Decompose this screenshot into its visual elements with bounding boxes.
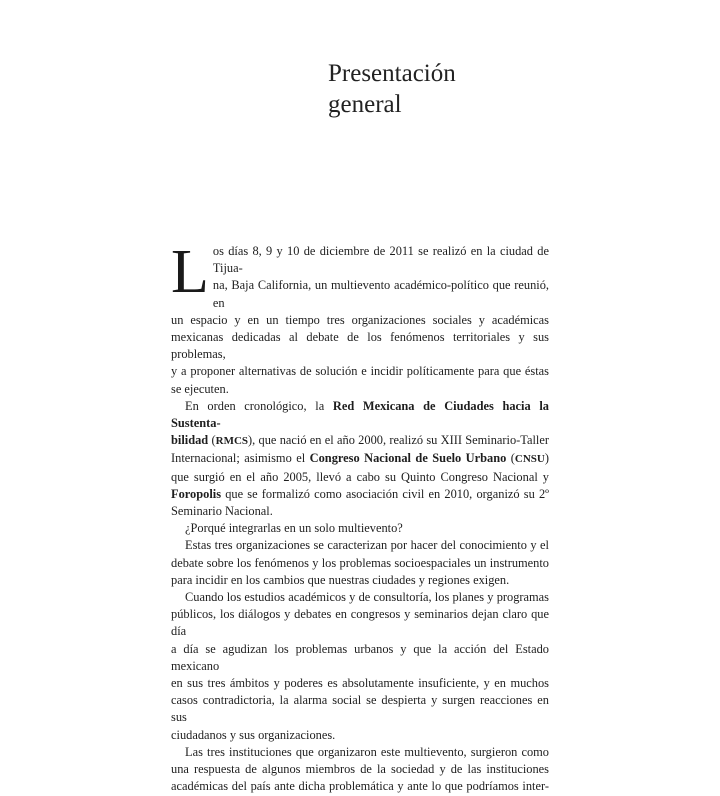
text-run: Internacional; asimismo el <box>171 451 310 466</box>
text-line: un espacio y en un tiempo tres organizaciones sociales y académicas <box>171 312 549 327</box>
text-run: ), que nació en el año 2000, realizó su XIII Seminario-Taller <box>248 433 549 448</box>
org-name-cnsu: Congreso Nacional de Suelo Urbano <box>309 451 507 466</box>
body-text <box>171 238 549 796</box>
title-line-1: Presentación <box>328 60 456 87</box>
text-line: na, Baja California, un multievento académico-político que reunió, en <box>212 278 549 310</box>
paragraph-6 <box>171 744 549 796</box>
text-run: ) <box>544 451 549 466</box>
text-line: Estas tres organizaciones se caracterizan por hacer del conocimiento y el <box>185 538 549 553</box>
text-line: para incidir en los cambios que nuestras ciudades y regiones exigen. <box>171 572 510 587</box>
paragraph-3 <box>171 520 549 537</box>
drop-cap: L <box>171 238 209 306</box>
text-run: ( <box>208 433 216 448</box>
text-line: a día se agudizan los problemas urbanos y que la acción del Estado mexicano <box>171 641 549 673</box>
text-line: Cuando los estudios académicos y de consultoría, los planes y programas <box>185 590 549 605</box>
text-line: debate sobre los fenómenos y los problemas socioespaciales un instrumento <box>171 555 549 570</box>
text-run: ( <box>506 451 515 466</box>
org-name-rmcs-cont: bilidad <box>171 433 209 448</box>
text-line: en sus tres ámbitos y poderes es absolutamente insuficiente, y en muchos <box>171 676 549 691</box>
text-line: ciudadanos y sus organizaciones. <box>171 727 336 742</box>
paragraph-1 <box>171 238 549 398</box>
text-line <box>171 432 549 450</box>
text-line: académicas del país ante dicha problemática y ante lo que podríamos inter- <box>171 779 549 794</box>
text-line <box>171 398 549 432</box>
text-line: una respuesta de algunos miembros de la sociedad y de las instituciones <box>171 762 549 777</box>
text-line: se ejecuten. <box>171 381 229 396</box>
title-line-2: general <box>328 91 402 118</box>
text-line: ¿Porqué integrarlas en un solo multievento? <box>185 521 403 536</box>
text-line <box>171 450 549 468</box>
acronym-rmcs: RMCS <box>215 435 249 448</box>
paragraph-4 <box>171 537 549 589</box>
org-name-rmcs: Red Mexicana de Ciudades hacia la Sustenta- <box>171 398 549 431</box>
text-run: que se formalizó como asociación civil en 2010, organizó su 2º <box>221 486 549 501</box>
org-name-foropolis: Foropolis <box>171 486 222 501</box>
paragraph-5 <box>171 589 549 744</box>
text-line <box>171 486 549 503</box>
text-line: casos contradictoria, la alarma social se despierta y surgen reacciones en sus <box>171 693 549 725</box>
text-line: públicos, los diálogos y debates en congresos y seminarios dejan claro que día <box>171 607 549 639</box>
text-line: os días 8, 9 y 10 de diciembre de 2011 se realizó en la ciudad de Tijua- <box>212 244 549 276</box>
text-line: Las tres instituciones que organizaron este multievento, surgieron como <box>185 744 549 759</box>
text-run: En orden cronológico, la <box>185 398 333 413</box>
paragraph-2 <box>171 398 549 520</box>
text-line: que surgió en el año 2005, llevó a cabo su Quinto Congreso Nacional y <box>171 469 549 484</box>
acronym-cnsu: CNSU <box>514 453 545 466</box>
text-line: y a proponer alternativas de solución e incidir políticamente para que éstas <box>171 364 549 379</box>
text-line: mexicanas dedicadas al debate de los fenómenos territoriales y sus problemas, <box>171 330 549 362</box>
text-line: Seminario Nacional. <box>171 504 273 519</box>
page-title <box>328 58 456 120</box>
